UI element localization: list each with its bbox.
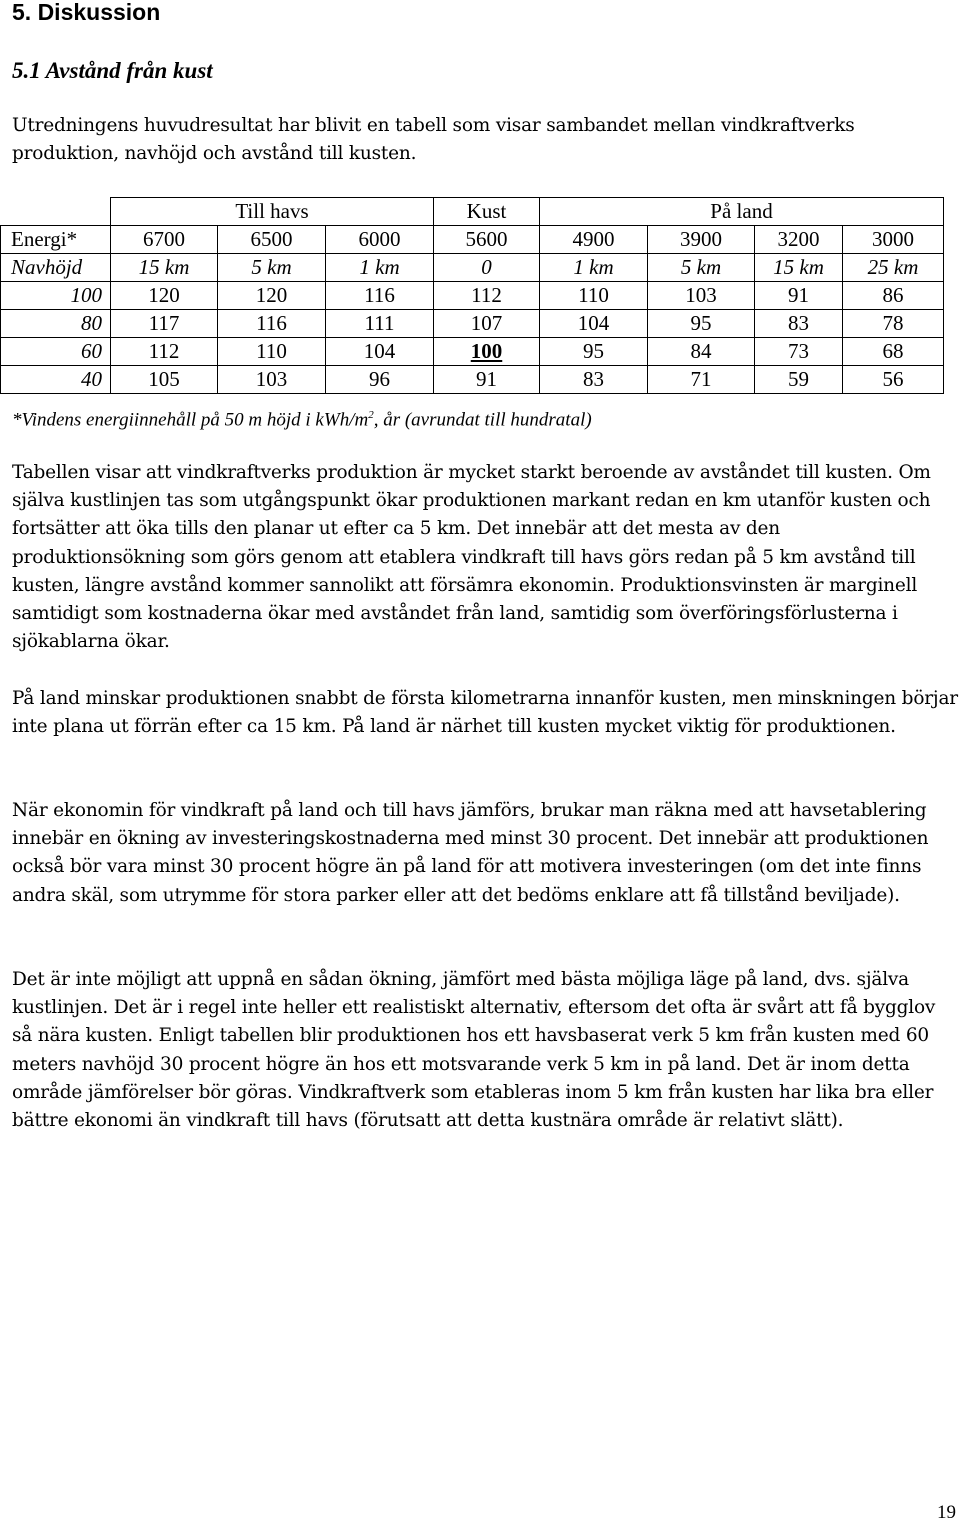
- table-cell: 71: [648, 366, 755, 394]
- section-heading: 5. Diskussion: [12, 0, 161, 25]
- hub-height-label: Navhöjd: [1, 254, 111, 282]
- table-cell: 112: [434, 282, 540, 310]
- table-cell: 25 km: [843, 254, 944, 282]
- table-cell: 1 km: [326, 254, 434, 282]
- table-cell: 1 km: [540, 254, 648, 282]
- table-row: [1, 338, 944, 366]
- table-group-row: [1, 198, 944, 226]
- table-cell: 68: [843, 338, 944, 366]
- footnote-text: *Vindens energiinnehåll på 50 m höjd i kWh/m: [12, 409, 369, 431]
- table-cell: 116: [218, 310, 326, 338]
- table-cell: 6500: [218, 226, 326, 254]
- intro-paragraph: Utredningens huvudresultat har blivit en tabell som visar sambandet mellan vindkraftverks produktion, navhöjd och avstånd till kusten.: [12, 115, 855, 165]
- table-cell: 4900: [540, 226, 648, 254]
- table-cell: 105: [111, 366, 218, 394]
- table-distance-row: [1, 254, 944, 282]
- table-cell: 83: [540, 366, 648, 394]
- table-cell: 3900: [648, 226, 755, 254]
- table-cell: 103: [648, 282, 755, 310]
- table-cell: 104: [326, 338, 434, 366]
- group-land: På land: [540, 198, 944, 226]
- group-coast: Kust: [434, 198, 540, 226]
- body-paragraph: Tabellen visar att vindkraftverks produktion är mycket starkt beroende av avståndet till kusten. Om själva kustlinjen tas som utgångspunkt ökar produktionen markant redan en km utanför kusten och fortsätter att öka tills den planar ut efter ca 5 km. Det innebär att det mesta av den produktionsökning som görs genom att etablera vindkraft till havs görs redan på 5 km avstånd till kusten, längre avstånd kommer sannolikt att försämra ekonomin. Produktionsvinsten är marginell samtidigt som kostnaderna ökar med avståndet från land, samtidig som överföringsförlusterna i sjökablarna ökar.: [12, 462, 931, 653]
- table-cell: 83: [755, 310, 843, 338]
- table-cell: 3000: [843, 226, 944, 254]
- reference-value: 100: [470, 339, 503, 363]
- table-cell: 95: [540, 338, 648, 366]
- table-cell: 78: [843, 310, 944, 338]
- table-cell: 103: [218, 366, 326, 394]
- table-row: [1, 366, 944, 394]
- table-cell: 5600: [434, 226, 540, 254]
- subsection-heading: 5.1 Avstånd från kust: [12, 58, 213, 83]
- table-cell: 111: [326, 310, 434, 338]
- table-cell: 59: [755, 366, 843, 394]
- footnote-superscript: 2: [368, 409, 374, 421]
- group-sea: Till havs: [111, 198, 434, 226]
- table-cell: 86: [843, 282, 944, 310]
- body-paragraph: När ekonomin för vindkraft på land och till havs jämförs, brukar man räkna med att havsetablering innebär en ökning av investeringskostnaderna med minst 30 procent. Det innebär att produktionen också bör vara minst 30 procent högre än på land för att motivera investeringen (om det inte finns andra skäl, som utrymme för stora parker eller att det bedöms enklare att få tillstånd beviljade).: [12, 800, 929, 906]
- table-cell: 91: [755, 282, 843, 310]
- table-footnote: [12, 402, 592, 433]
- table-row: [1, 310, 944, 338]
- table-cell: 110: [218, 338, 326, 366]
- footnote-text-end: , år (avrundat till hundratal): [373, 409, 592, 431]
- page-number: 19: [937, 1502, 956, 1523]
- table-cell: 91: [434, 366, 540, 394]
- table-cell: 110: [540, 282, 648, 310]
- table-cell: 5 km: [648, 254, 755, 282]
- table-cell: 120: [111, 282, 218, 310]
- table-cell: 56: [843, 366, 944, 394]
- table-cell: 104: [540, 310, 648, 338]
- table-cell: 95: [648, 310, 755, 338]
- row-height: 60: [1, 338, 111, 366]
- table-cell: 6700: [111, 226, 218, 254]
- reference-cell: [434, 338, 540, 366]
- row-height: 40: [1, 366, 111, 394]
- table-cell: 116: [326, 282, 434, 310]
- table-cell: 5 km: [218, 254, 326, 282]
- production-table: [0, 197, 944, 394]
- table-cell: 117: [111, 310, 218, 338]
- body-paragraph: Det är inte möjligt att uppnå en sådan ökning, jämfört med bästa möjliga läge på land, dvs. själva kustlinjen. Det är i regel inte heller ett realistiskt alternativ, eftersom det ofta är svårt att få bygglov så nära kusten. Enligt tabellen blir produktionen hos ett havsbaserat verk 5 km från kusten med 60 meters navhöjd 30 procent högre än hos ett motsvarande verk 5 km in på land. Det är inom detta område jämförelser bör göras. Vindkraftverk som etableras inom 5 km från kusten har lika bra eller bättre ekonomi än vindkraft till havs (förutsatt att detta kustnära område är relativt slätt).: [12, 969, 936, 1132]
- table-cell: 120: [218, 282, 326, 310]
- row-height: 100: [1, 282, 111, 310]
- table-cell: 3200: [755, 226, 843, 254]
- table-cell: 112: [111, 338, 218, 366]
- body-paragraph: På land minskar produktionen snabbt de första kilometrarna innanför kusten, men minskningen börjar inte plana ut förrän efter ca 15 km. På land är närhet till kusten mycket viktig för produktionen.: [12, 688, 958, 738]
- table-cell: 96: [326, 366, 434, 394]
- energy-label: Energi*: [1, 226, 111, 254]
- table-cell: 6000: [326, 226, 434, 254]
- table-cell: 107: [434, 310, 540, 338]
- table-energy-row: [1, 226, 944, 254]
- table-cell: 15 km: [755, 254, 843, 282]
- table-row: [1, 282, 944, 310]
- table-cell: 0: [434, 254, 540, 282]
- table-cell: 15 km: [111, 254, 218, 282]
- table-cell: 73: [755, 338, 843, 366]
- table-cell: 84: [648, 338, 755, 366]
- row-height: 80: [1, 310, 111, 338]
